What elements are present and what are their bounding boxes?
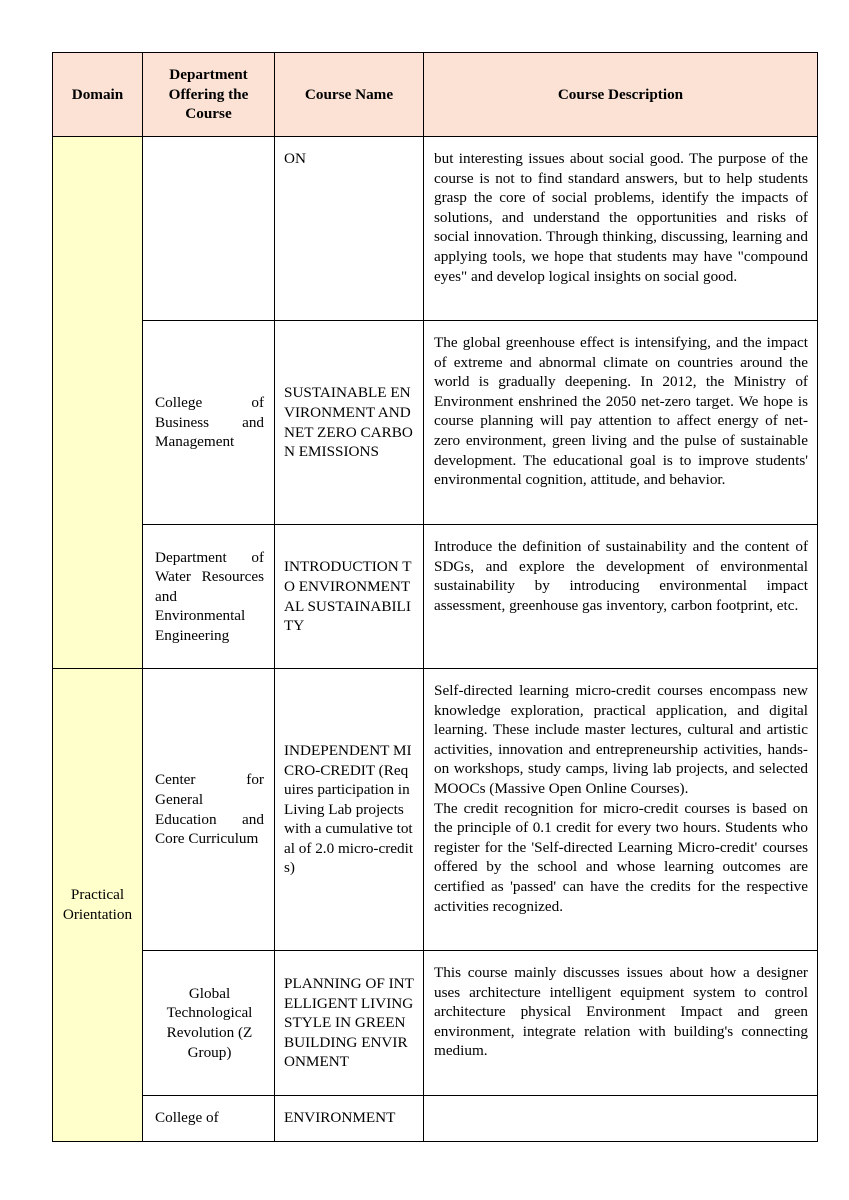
department-cell: College of	[143, 1096, 275, 1142]
course-description-cell: Introduce the definition of sustainability and the content of SDGs, and explore the development of environmental sustainability by introducing environmental impact assessment, greenhouse gas inventory, carbon footprint, etc.	[424, 525, 818, 669]
course-name-cell: ENVIRONMENT	[275, 1096, 424, 1142]
table-header-row	[53, 53, 818, 137]
description-paragraph: Self-directed learning micro-credit courses encompass new knowledge exploration, practical application, and digital learning. These include master lectures, cultural and artistic activities, innovation and entrepreneurship activities, hands-on workshops, study camps, living lab projects, and selected MOOCs (Massive Open Online Courses).	[434, 682, 808, 797]
course-table	[52, 52, 818, 1142]
header-course-name: Course Name	[275, 53, 424, 137]
course-description-cell: but interesting issues about social good. The purpose of the course is not to find standard answers, but to help students grasp the core of social problems, identify the impacts of solutions, and understand the opportunities and risks of social innovation. Through thinking, discussing, learning and applying tools, we hope that students may have "compound eyes" and develop logical insights on social good.	[424, 137, 818, 321]
table-row	[53, 951, 818, 1096]
table-row	[53, 669, 818, 951]
description-paragraph: The credit recognition for micro-credit courses is based on the principle of 0.1 credit for every two hours. Students who register for the 'Self-directed Learning Micro-credit' courses offered by the school and whose learning outcomes are certified as 'passed' can have the credits for the respective activities recognized.	[434, 799, 808, 915]
department-cell: College of Business and Management	[143, 321, 275, 525]
course-name-cell: PLANNING OF INTELLIGENT LIVING STYLE IN GREEN BUILDING ENVIRONMENT	[275, 951, 424, 1096]
header-domain: Domain	[53, 53, 143, 137]
table-row	[53, 137, 818, 321]
header-department: Department Offering the Course	[143, 53, 275, 137]
header-course-description: Course Description	[424, 53, 818, 137]
course-description-cell: The global greenhouse effect is intensifying, and the impact of extreme and abnormal climate on countries around the world is gradually deepening. In 2012, the Ministry of Environment enshrined the 2050 net-zero target. We hope is course planning will pay attention to affect energy of net-zero environment, green living and the pulse of sustainable development. The educational goal is to improve students' environmental cognition, attitude, and behavior.	[424, 321, 818, 525]
department-cell: Global Technological Revolution (Z Group)	[143, 951, 275, 1096]
course-name-cell: SUSTAINABLE ENVIRONMENT AND NET ZERO CARBON EMISSIONS	[275, 321, 424, 525]
course-description-cell	[424, 1096, 818, 1142]
domain-cell: Practical Orientation	[53, 669, 143, 1142]
domain-cell	[53, 137, 143, 669]
table-row	[53, 1096, 818, 1142]
course-name-cell: INTRODUCTION TO ENVIRONMENTAL SUSTAINABILITY	[275, 525, 424, 669]
department-cell: Center for General Education and Core Curriculum	[143, 669, 275, 951]
department-cell: Department of Water Resources and Environmental Engineering	[143, 525, 275, 669]
department-cell	[143, 137, 275, 321]
table-row	[53, 321, 818, 525]
course-description-cell: This course mainly discusses issues about how a designer uses architecture intelligent equipment system to control architecture physical Environment Impact and green environment, integrate relation with building's connecting medium.	[424, 951, 818, 1096]
course-description-cell	[424, 669, 818, 951]
table-row	[53, 525, 818, 669]
course-name-cell: INDEPENDENT MICRO-CREDIT (Requires participation in Living Lab projects with a cumulative total of 2.0 micro-credits)	[275, 669, 424, 951]
course-name-cell: ON	[275, 137, 424, 321]
